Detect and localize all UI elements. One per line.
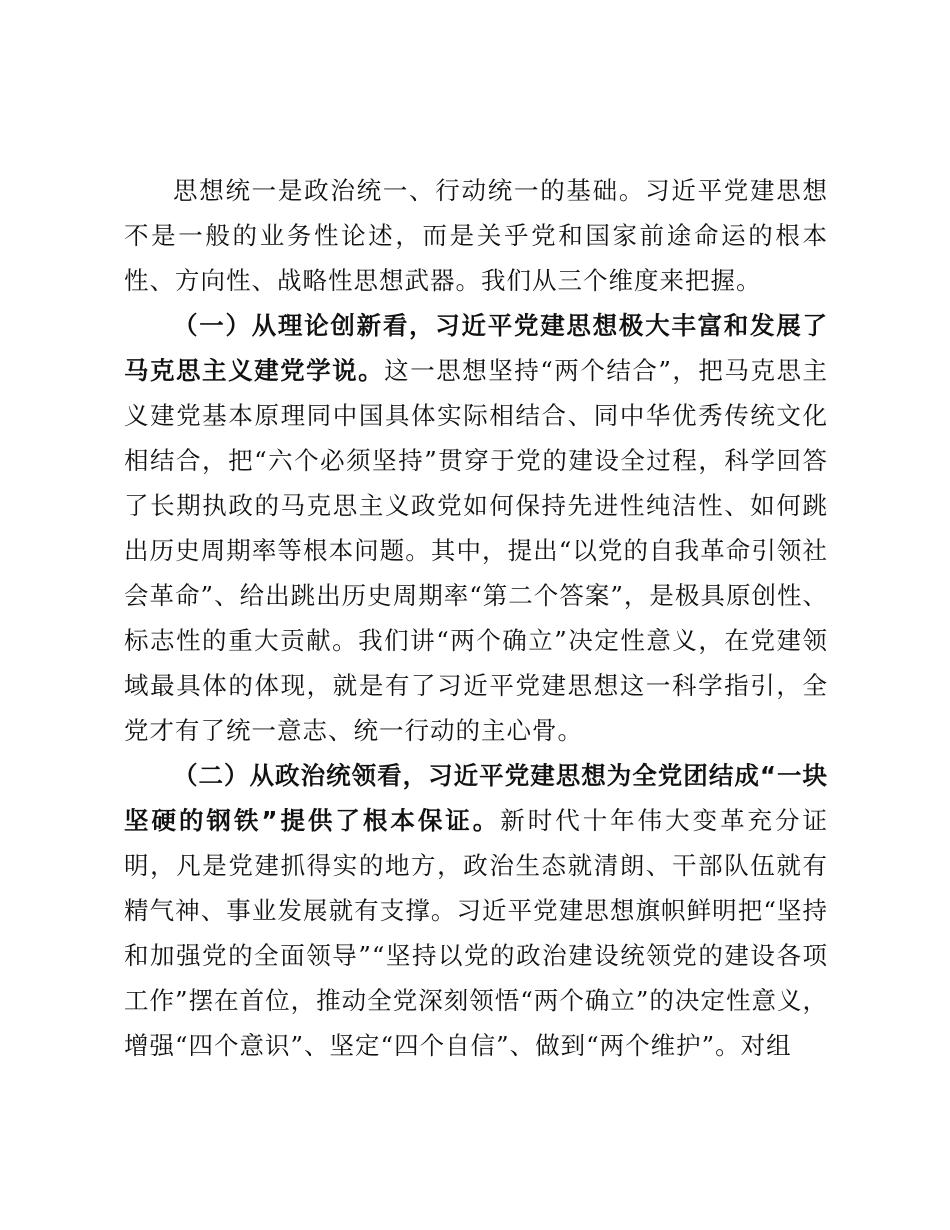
paragraph-text: 新时代十年伟大变革充分证明，凡是党建抓得实的地方，政治生态就清朗、干部队伍就有精气神、事业发展就有支撑。习近平党建思想旗帜鲜明把“坚持和加强党的全面领导”“坚持以党的政治建设统领党的建设各项工作”摆在首位，推动全党深刻领悟“两个确立”的决定性意义，增强“四个意识”、坚定“四个自信”、做到“两个维护”。对组 [124, 806, 828, 1060]
paragraph-text: 这一思想坚持“两个结合”，把马克思主义建党基本原理同中国具体实际相结合、同中华优秀传统文化相结合，把“六个必须坚持”贯穿于党的建设全过程，科学回答了长期执政的马克思主义政党如何保持先进性纯洁性、如何跳出历史周期率等根本问题。其中，提出“以党的自我革命引领社会革命”、给出跳出历史周期率“第二个答案”，是极具原创性、标志性的重大贡献。我们讲“两个确立”决定性意义，在党建领域最具体的体现，就是有了习近平党建思想这一科学指引，全党才有了统一意志、统一行动的主心骨。 [124, 356, 828, 745]
paragraph-intro [124, 168, 828, 303]
paragraph-text: 思想统一是政治统一、行动统一的基础。习近平党建思想不是一般的业务性论述，而是关乎党和国家前途命运的根本性、方向性、战略性思想武器。我们从三个维度来把握。 [124, 176, 828, 295]
paragraph-lead: （二）从政治统领看，习近平党建思想为全党团结成“一块坚硬的钢铁”提供了根本保证。 [124, 761, 828, 835]
document-body [124, 168, 828, 1068]
paragraph-political-leadership [124, 753, 828, 1068]
paragraph-lead: （一）从理论创新看，习近平党建思想极大丰富和发展了马克思主义建党学说。 [124, 311, 828, 385]
paragraph-theory-innovation [124, 303, 828, 753]
